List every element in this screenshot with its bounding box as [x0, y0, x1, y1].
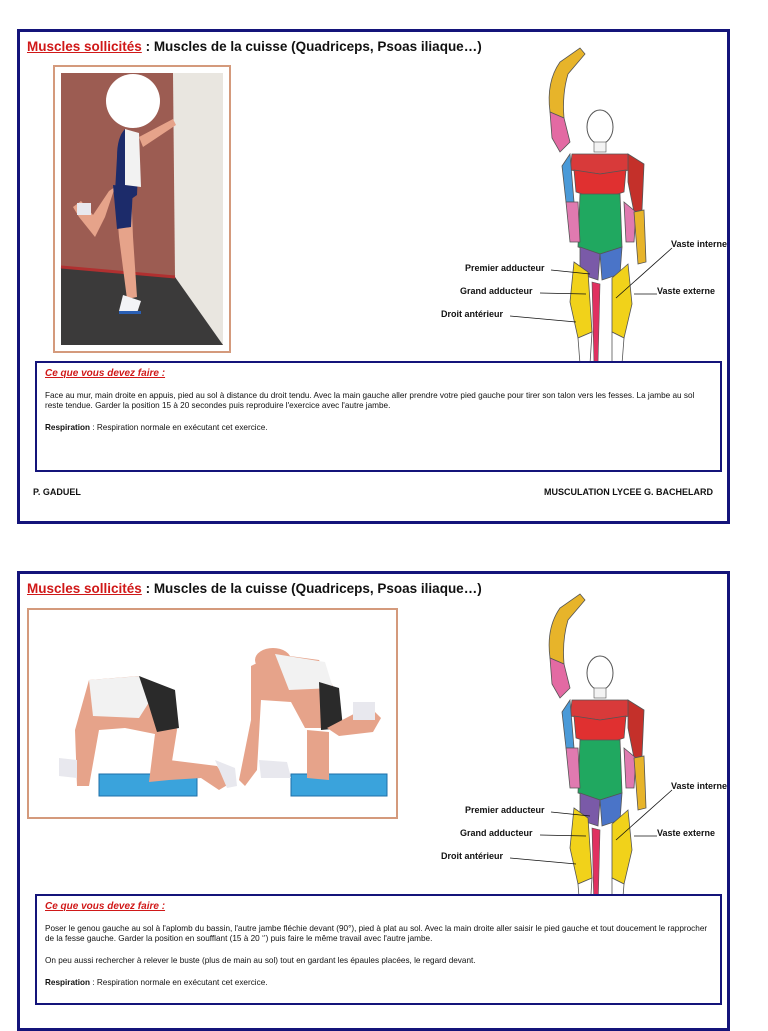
- label-premier-adducteur: Premier adducteur: [465, 263, 545, 273]
- label-vaste-interne: Vaste interne: [671, 781, 728, 791]
- title-separator: :: [141, 39, 154, 54]
- label-droit-anterieur: Droit antérieur: [441, 851, 504, 861]
- respiration-label: Respiration: [45, 978, 91, 987]
- respiration-line: [45, 423, 713, 433]
- instructions-text: Poser le genou gauche au sol à l'aplomb du bassin, l'autre jambe fléchie devant (90°), pied à plat au sol. Avec la main droite aller saisir le pied gauche et tout doucement le rapprocher de la fesse gauche. Garder la position en soufflant (15 à 20 ‘’) puis faire le même travail avec l'autre jambe.: [45, 924, 708, 943]
- title-separator: :: [141, 581, 154, 596]
- respiration-text: : Respiration normale en exécutant cet exercice.: [90, 978, 268, 987]
- title-text: Muscles de la cuisse (Quadriceps, Psoas iliaque…): [153, 581, 482, 596]
- anatomy-leader-lines: [20, 32, 733, 372]
- label-vaste-externe: Vaste externe: [657, 828, 716, 838]
- instructions-box: [35, 894, 722, 1005]
- instructions-text-2: On peu aussi rechercher à relever le buste (plus de main au sol) tout en gardant les épaules placées, le regard devant.: [45, 956, 476, 965]
- title-highlight: Muscles sollicités: [27, 39, 142, 54]
- instructions-box: [35, 361, 722, 472]
- label-vaste-interne: Vaste interne: [671, 239, 728, 249]
- title-text: Muscles de la cuisse (Quadriceps, Psoas iliaque…): [153, 39, 482, 54]
- label-vaste-externe: Vaste externe: [657, 286, 716, 296]
- instructions-title: Ce que vous devez faire :: [45, 368, 166, 379]
- footer-author: P. GADUEL: [33, 487, 81, 497]
- title-highlight: Muscles sollicités: [27, 581, 142, 596]
- exercise-card-1: [17, 29, 730, 524]
- respiration-text: : Respiration normale en exécutant cet exercice.: [90, 423, 268, 432]
- respiration-line: [45, 978, 713, 988]
- instructions-title: Ce que vous devez faire :: [45, 901, 166, 912]
- label-grand-adducteur: Grand adducteur: [460, 286, 533, 296]
- label-premier-adducteur: Premier adducteur: [465, 805, 545, 815]
- instructions-text: Face au mur, main droite en appuis, pied au sol à distance du droit tendu. Avec la main gauche aller prendre votre pied gauche pour tirer son talon vers les fesses. La jambe au sol reste tendue. Garder la position 15 à 20 secondes puis reproduire l'exercice avec l'autre jambe.: [45, 391, 695, 410]
- label-droit-anterieur: Droit antérieur: [441, 309, 504, 319]
- exercise-card-2: [17, 571, 730, 1031]
- respiration-label: Respiration: [45, 423, 91, 432]
- label-grand-adducteur: Grand adducteur: [460, 828, 533, 838]
- footer-school: MUSCULATION LYCEE G. BACHELARD: [543, 487, 713, 497]
- anatomy-leader-lines: [20, 574, 733, 904]
